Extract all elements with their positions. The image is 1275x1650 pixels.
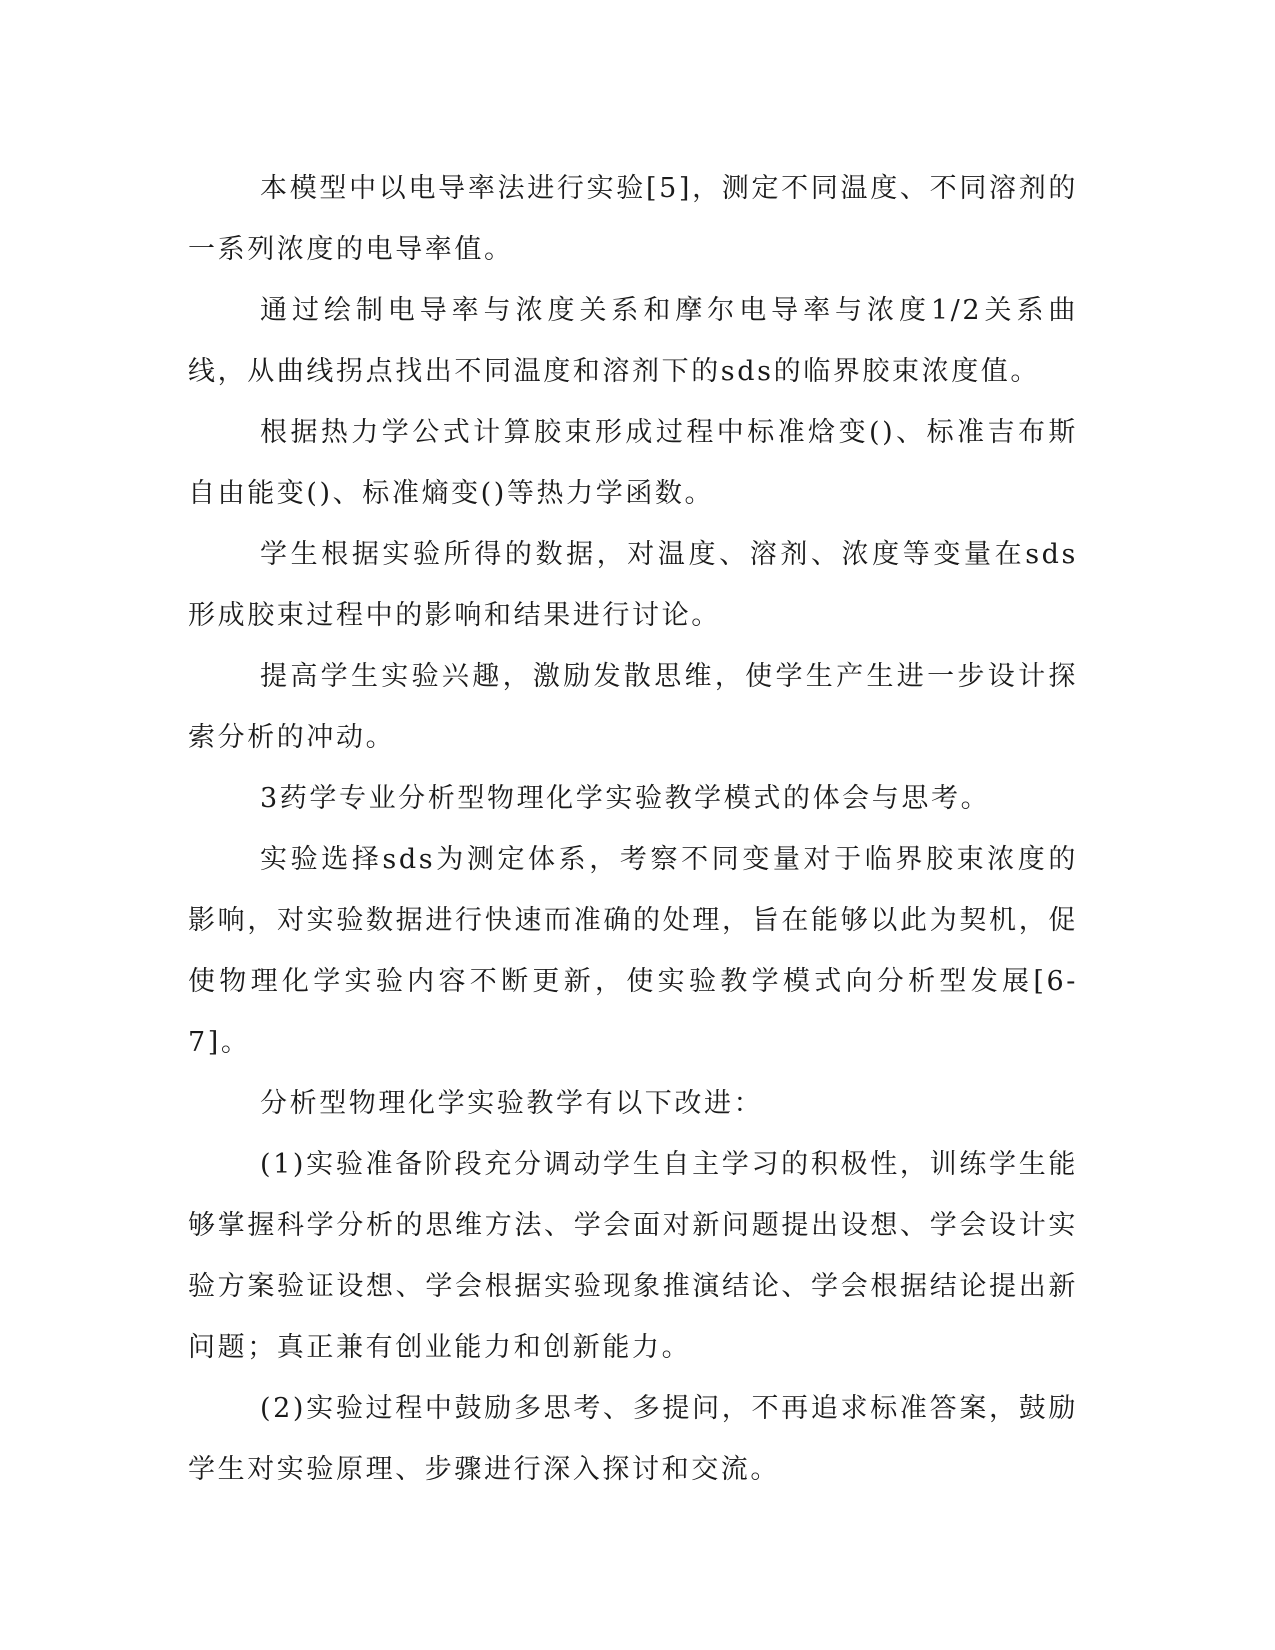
section-heading: 3药学专业分析型物理化学实验教学模式的体会与思考。 — [260, 783, 991, 814]
paragraph-interest: 提高学生实验兴趣，激励发散思维，使学生产生进一步设计探索分析的冲动。 — [188, 661, 1078, 753]
paragraph-item-2: (2)实验过程中鼓励多思考、多提问，不再追求标准答案，鼓励学生对实验原理、步骤进行深入探讨和交流。 — [188, 1393, 1078, 1485]
paragraph-thermo: 根据热力学公式计算胶束形成过程中标准焓变()、标准吉布斯自由能变()、标准熵变()等热力学函数。 — [188, 417, 1078, 509]
paragraph-item-1: (1)实验准备阶段充分调动学生自主学习的积极性，训练学生能够掌握科学分析的思维方法、学会面对新问题提出设想、学会设计实验方案验证设想、学会根据实验现象推演结论、学会根据结论提出新问题；真正兼有创业能力和创新能力。 — [188, 1149, 1078, 1363]
paragraph-improvements-intro: 分析型物理化学实验教学有以下改进： — [260, 1088, 764, 1119]
document-body — [188, 158, 1078, 1500]
paragraph-method: 本模型中以电导率法进行实验[5]，测定不同温度、不同溶剂的一系列浓度的电导率值。 — [188, 173, 1078, 265]
paragraph-curve: 通过绘制电导率与浓度关系和摩尔电导率与浓度1/2关系曲线，从曲线拐点找出不同温度和溶剂下的sds的临界胶束浓度值。 — [188, 295, 1078, 387]
paragraph-system: 实验选择sds为测定体系，考察不同变量对于临界胶束浓度的影响，对实验数据进行快速而准确的处理，旨在能够以此为契机，促使物理化学实验内容不断更新，使实验教学模式向分析型发展[6-7]。 — [188, 844, 1078, 1058]
paragraph-discussion: 学生根据实验所得的数据，对温度、溶剂、浓度等变量在sds形成胶束过程中的影响和结果进行讨论。 — [188, 539, 1078, 631]
